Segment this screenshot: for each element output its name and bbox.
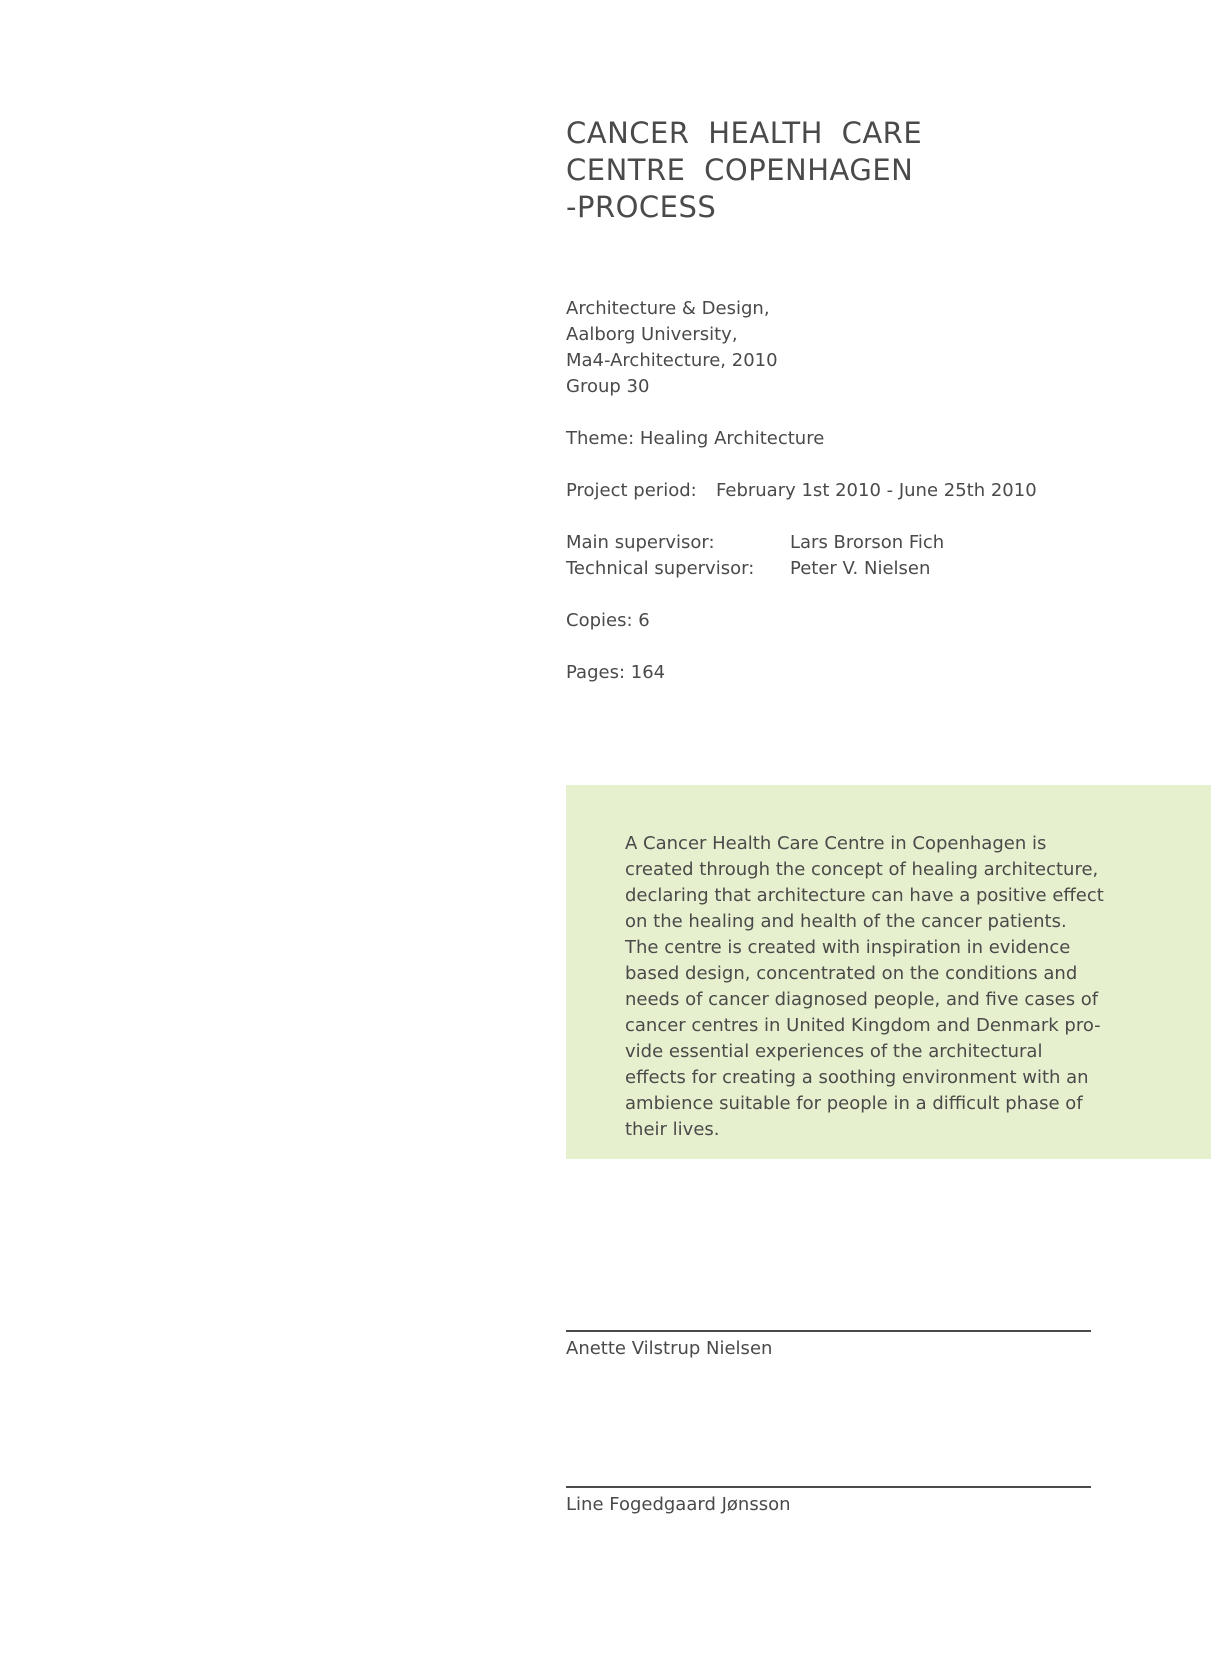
signature-line-1	[566, 1330, 1091, 1332]
abstract-text	[625, 831, 1105, 1143]
project-period-value: February 1st 2010 - June 25th 2010	[716, 480, 1037, 501]
pages-line: Pages: 164	[566, 662, 666, 683]
abstract-paragraph-2: The centre is created with inspiration in evidence based design, concentrated on the conditions and needs of cancer diagnosed people, and five cases of cancer centres in United Kingdom and Denmark pro-vide essential experiences of the architectural effects for creating a soothing environment with an ambience suitable for people in a difficult phase of their lives.	[625, 937, 1101, 1140]
title-line-3: -PROCESS	[566, 190, 717, 224]
main-supervisor-label: Main supervisor:	[566, 532, 715, 553]
project-period-line	[566, 478, 1037, 504]
project-info	[566, 296, 1037, 686]
institution-line-2: Aalborg University,	[566, 324, 738, 345]
abstract-box	[566, 785, 1211, 1159]
institution-line-1: Architecture & Design,	[566, 298, 770, 319]
title-line-2: CENTRE COPENHAGEN	[566, 153, 914, 187]
abstract-paragraph-1: A Cancer Health Care Centre in Copenhagen is created through the concept of healing architecture, declaring that architecture can have a positive effect on the healing and health of the cancer patients.	[625, 833, 1104, 932]
signature-name-1: Anette Vilstrup Nielsen	[566, 1338, 773, 1359]
theme-line: Theme: Healing Architecture	[566, 428, 825, 449]
institution-line-3: Ma4-Architecture, 2010	[566, 350, 778, 371]
page-title	[566, 115, 922, 226]
project-period-label: Project period:	[566, 480, 697, 501]
technical-supervisor-label: Technical supervisor:	[566, 558, 755, 579]
signature-name-2: Line Fogedgaard Jønsson	[566, 1494, 791, 1515]
technical-supervisor-line	[566, 556, 1037, 582]
title-line-1: CANCER HEALTH CARE	[566, 116, 923, 150]
main-supervisor-name: Lars Brorson Fich	[790, 532, 945, 553]
technical-supervisor-name: Peter V. Nielsen	[790, 558, 931, 579]
copies-line: Copies: 6	[566, 610, 650, 631]
group-line: Group 30	[566, 376, 650, 397]
main-supervisor-line	[566, 530, 1037, 556]
signature-line-2	[566, 1486, 1091, 1488]
